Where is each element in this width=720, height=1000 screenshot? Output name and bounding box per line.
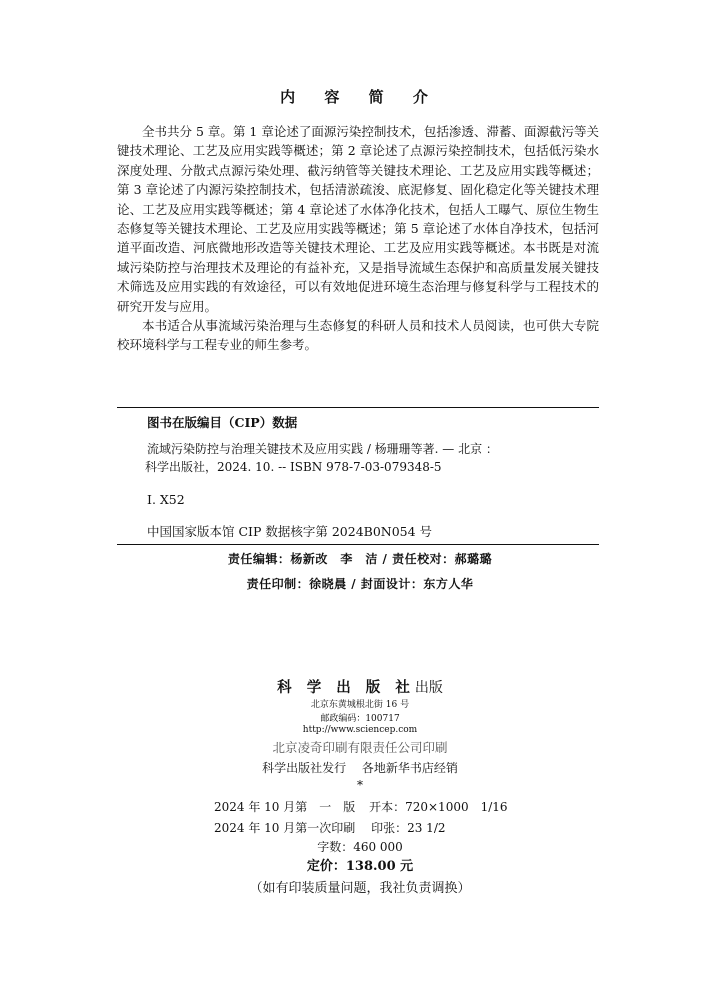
edition-row	[214, 798, 508, 815]
publisher-line	[0, 676, 720, 697]
publisher-url: http://www.sciencep.com	[302, 725, 418, 735]
printed-sheets: 印张：23 1/2	[371, 821, 446, 835]
format: 开本：720×1000 1/16	[369, 800, 508, 814]
edition-date: 2024 年 10 月第 一 版	[214, 800, 356, 814]
staff-line-production: 责任印制：徐晓晨 / 封面设计：东方人华	[246, 577, 474, 591]
summary-title: 内 容 简 介	[280, 88, 440, 106]
publisher-postcode: 邮政编码：100717	[320, 714, 400, 724]
cip-heading: 图书在版编目（CIP）数据	[147, 415, 298, 430]
print-date: 2024 年 10 月第一次印刷	[214, 821, 356, 835]
publisher-suffix: 出版	[414, 680, 443, 696]
staff-line-editors: 责任编辑：杨新改 李 洁 / 责任校对：郝璐璐	[227, 552, 493, 566]
cip-record	[147, 440, 599, 476]
cip-classification: Ⅰ. X52	[147, 492, 185, 507]
separator-star: *	[357, 778, 363, 792]
word-count: 字数：460 000	[317, 840, 403, 854]
cip-record-line-2: 科学出版社，2024. 10. -- ISBN 978-7-03-079348-5	[145, 460, 442, 474]
distribution-line: 科学出版社发行 各地新华书店经销	[262, 761, 458, 775]
cip-record-line-1: 流域污染防控与治理关键技术及应用实践 / 杨珊珊等著. — 北京 ：	[147, 442, 498, 456]
price: 定价：138.00 元	[306, 859, 414, 874]
publisher-name: 科 学 出 版 社	[277, 679, 415, 696]
cip-bottom-rule	[117, 544, 599, 545]
summary-body	[117, 122, 599, 355]
printer-line: 北京凌奇印刷有限责任公司印刷	[272, 740, 448, 755]
publisher-address: 北京东黄城根北街 16 号	[310, 700, 410, 710]
printing-row	[214, 819, 446, 836]
summary-paragraph-1: 全书共分 5 章。第 1 章论述了面源污染控制技术，包括渗透、滞蓄、面源截污等关键技术理论、工艺及应用实践等概述；第 2 章论述了点源污染控制技术，包括低污染水深度处理、分散式点源污染处理、截污纳管等关键技术理论、工艺及应用实践等概述；第 3 章论述了内源污染控制技术，包括清淤疏浚、底泥修复、固化稳定化等关键技术理论、工艺及应用实践等概述；第 4 章论述了水体净化技术，包括人工曝气、原位生物生态修复等关键技术理论、工艺及应用实践等概述；第 5 章论述了水体自净技术，包括河道平面改造、河底微地形改造等关键技术理论、工艺及应用实践等概述。本书既是对流域污染防控与治理技术及理论的有益补充，又是指导流域生态保护和高质量发展关键技术筛选及应用实践的有效途径，可以有效地促进环境生态治理与修复科学与工程技术的研究开发与应用。	[117, 124, 599, 314]
summary-paragraph-2: 本书适合从事流域污染治理与生态修复的科研人员和技术人员阅读，也可供大专院校环境科学与工程专业的师生参考。	[117, 318, 599, 353]
quality-notice: （如有印装质量问题，我社负责调换）	[249, 881, 471, 896]
cip-number: 中国国家版本馆 CIP 数据核字第 2024B0N054 号	[147, 524, 433, 539]
cip-top-rule	[117, 407, 599, 408]
